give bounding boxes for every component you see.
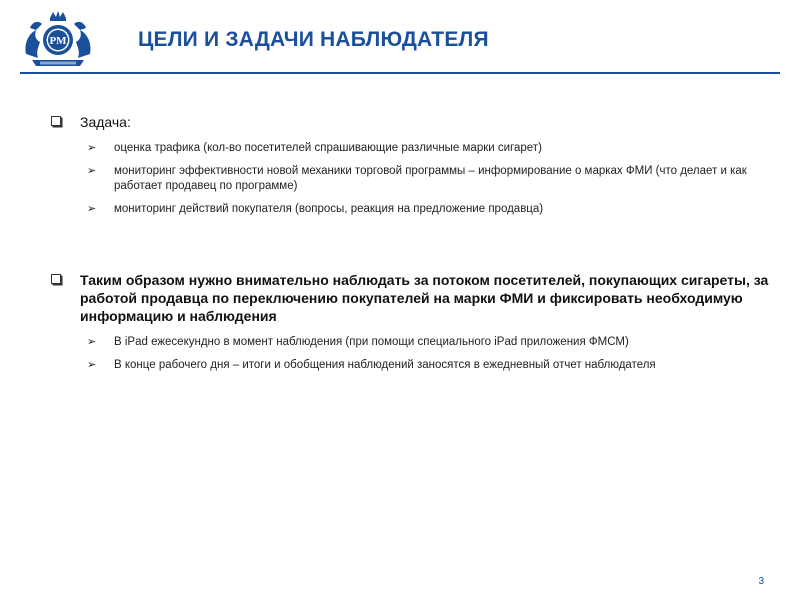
title-divider	[20, 72, 780, 74]
list-item-text: В конце рабочего дня – итоги и обобщения наблюдений заносятся в ежедневный отчет наблюдателя	[114, 359, 656, 371]
section-heading-text: Таким образом нужно внимательно наблюдать за потоком посетителей, покупающих сигареты, за работой продавца по переключению покупателей на марки ФМИ и фиксировать необходимую информацию и наблюдения	[80, 272, 769, 324]
section-heading	[50, 113, 770, 131]
bullet-list	[50, 335, 770, 373]
arrow-bullet-icon: ➢	[87, 203, 97, 215]
list-item	[50, 358, 770, 373]
logo-monogram: PM	[49, 35, 67, 47]
page-number: 3	[758, 576, 764, 587]
list-item-text: мониторинг действий покупателя (вопросы, реакция на предложение продавца)	[114, 203, 544, 215]
section-heading-text: Задача:	[80, 114, 131, 130]
page-title: ЦЕЛИ И ЗАДАЧИ НАБЛЮДАТЕЛЯ	[138, 28, 489, 51]
list-item-text: оценка трафика (кол-во посетителей спрашивающие различные марки сигарет)	[114, 142, 542, 154]
bullet-list	[50, 141, 770, 217]
arrow-bullet-icon: ➢	[87, 142, 97, 154]
list-item	[50, 335, 770, 350]
pmi-crest-logo-icon	[20, 10, 96, 70]
arrow-bullet-icon: ➢	[87, 359, 97, 371]
square-bullet-icon	[51, 116, 61, 126]
list-item	[50, 141, 770, 156]
section-observation	[50, 271, 770, 381]
square-bullet-icon	[51, 274, 61, 284]
list-item-text: В iPad ежесекундно в момент наблюдения (при помощи специального iPad приложения ФМСМ)	[114, 336, 629, 348]
section-heading	[50, 271, 770, 325]
list-item-text: мониторинг эффективности новой механики торговой программы – информирование о марках ФМИ (что делает и как работает продавец по программе)	[114, 165, 747, 192]
arrow-bullet-icon: ➢	[87, 336, 97, 348]
list-item	[50, 202, 770, 217]
section-task	[50, 113, 770, 225]
list-item	[50, 164, 770, 194]
arrow-bullet-icon: ➢	[87, 165, 97, 177]
